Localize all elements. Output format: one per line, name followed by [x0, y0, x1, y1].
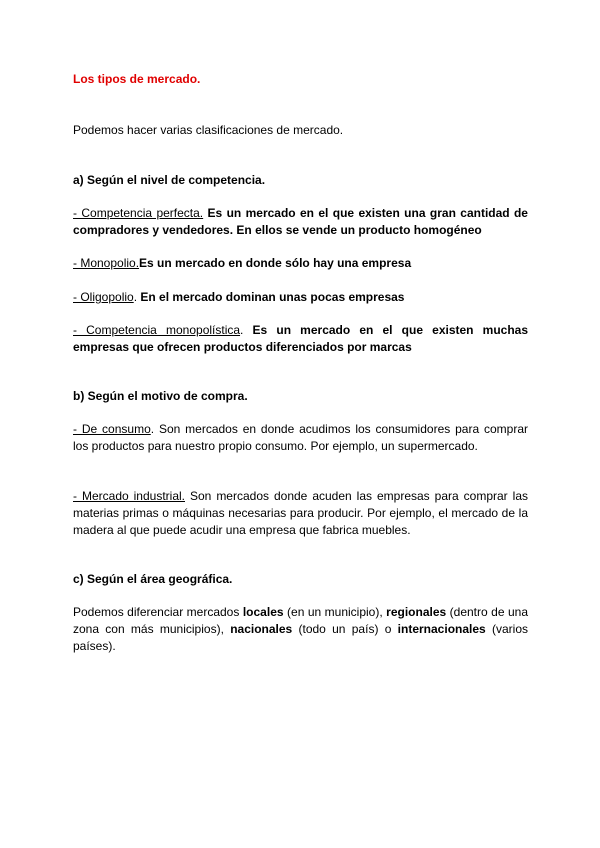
text-segment: Podemos diferenciar mercados — [73, 605, 243, 619]
text-segment: (en un municipio), — [283, 605, 387, 619]
definition-oligopolio — [73, 289, 528, 306]
term-internacionales: internacionales — [397, 622, 486, 636]
separator: . — [240, 323, 244, 337]
definition-mercado-industrial — [73, 488, 528, 539]
term-nacionales: nacionales — [230, 622, 293, 636]
text-segment: (varios países). — [73, 622, 528, 653]
definition-competencia-monopolistica — [73, 322, 528, 356]
definition-text: Es un mercado en el que existen muchas empresas que ofrecen productos diferenciados por marcas — [73, 323, 528, 354]
text-segment: (todo un país) o — [292, 622, 398, 636]
term-competencia-perfecta: - Competencia perfecta. — [73, 206, 204, 220]
separator: . — [133, 290, 138, 304]
definition-text: Es un mercado en donde sólo hay una empresa — [139, 256, 412, 270]
geographic-paragraph — [73, 604, 528, 655]
term-oligopolio: - Oligopolio — [73, 290, 134, 304]
term-locales: locales — [242, 605, 284, 619]
text-segment: (dentro de una zona con más municipios), — [73, 605, 528, 636]
term-de-consumo: - De consumo — [73, 422, 151, 436]
definition-text: Es un mercado en el que existen una gran cantidad de compradores y vendedores. En ellos se vende un producto homogéneo — [73, 206, 528, 237]
section-c-heading: c) Según el área geográfica. — [73, 572, 233, 586]
section-a-heading: a) Según el nivel de competencia. — [73, 173, 266, 187]
term-mercado-industrial: - Mercado industrial. — [73, 489, 185, 503]
definition-text: Son mercados donde acuden las empresas para comprar las materias primas o máquinas necesarias para producir. Por ejemplo, el mercado de la madera al que puede acudir una empresa que fabrica muebles. — [73, 489, 528, 537]
definition-de-consumo — [73, 421, 528, 455]
definition-competencia-perfecta — [73, 205, 528, 239]
section-b-heading: b) Según el motivo de compra. — [73, 389, 248, 403]
document-title: Los tipos de mercado. — [73, 72, 201, 86]
intro-paragraph: Podemos hacer varias clasificaciones de mercado. — [73, 123, 344, 137]
definition-monopolio — [73, 255, 528, 272]
term-competencia-monopolistica: - Competencia monopolística — [73, 323, 241, 337]
definition-text: En el mercado dominan unas pocas empresas — [140, 290, 405, 304]
term-monopolio: - Monopolio. — [73, 256, 140, 270]
definition-text: . Son mercados en donde acudimos los consumidores para comprar los productos para nuestro propio consumo. Por ejemplo, un supermercado. — [73, 422, 528, 453]
term-regionales: regionales — [386, 605, 447, 619]
